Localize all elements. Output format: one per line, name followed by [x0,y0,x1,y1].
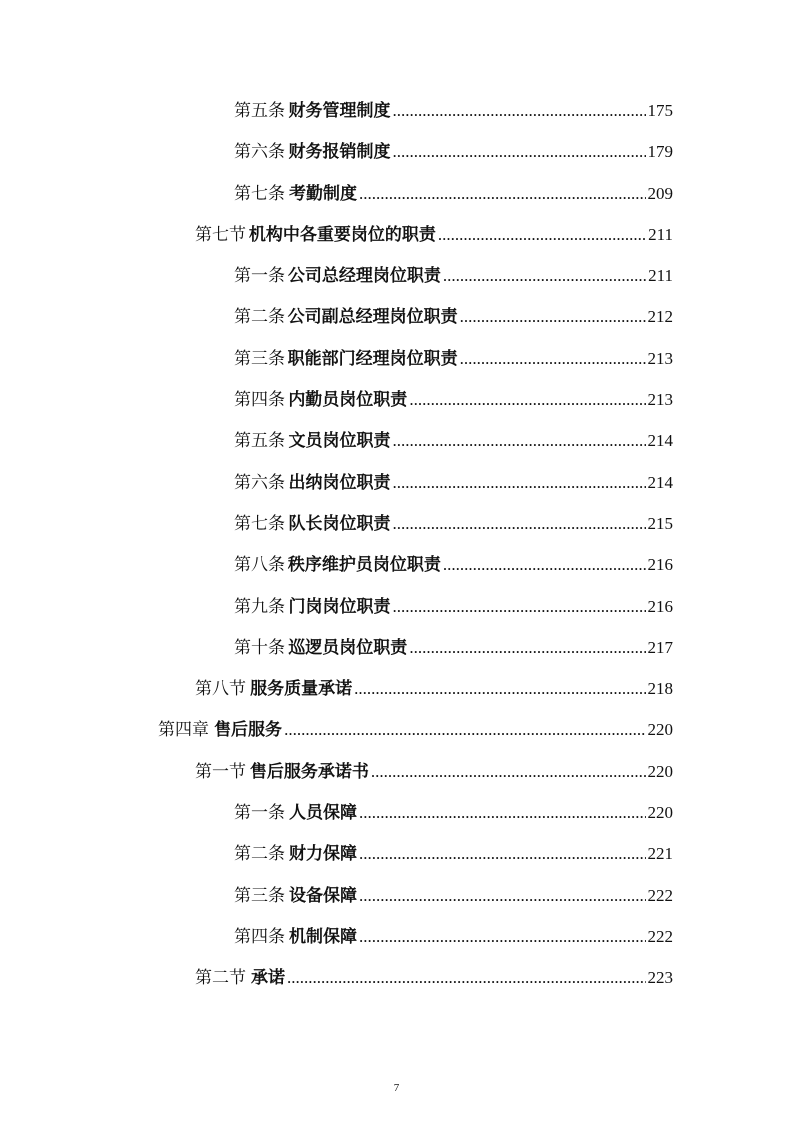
page-number: 7 [393,1082,400,1094]
toc-entry-title: 公司总经理岗位职责 [287,266,441,287]
toc-entry[interactable] [0,90,793,131]
toc-entry-number: 第四条 [234,926,285,947]
toc-entry[interactable] [0,586,793,627]
toc-entry-number: 第三条 [234,885,285,906]
toc-entry[interactable] [0,462,793,503]
dot-leader [438,214,646,255]
toc-entry-page: 222 [647,885,673,905]
toc-entry-page: 209 [647,183,673,203]
dot-leader [393,586,646,627]
dot-leader [393,462,646,503]
toc-entry-title: 文员岗位职责 [288,431,391,452]
toc-entry-page: 213 [647,390,673,410]
toc-entry-number: 第九条 [234,596,285,617]
toc-entry-title: 秩序维护员岗位职责 [287,555,441,576]
toc-entry[interactable] [0,751,793,792]
dot-leader [443,544,646,585]
dot-leader [371,751,646,792]
toc-entry-number: 第二节 [195,968,246,989]
toc-entry[interactable] [0,379,793,420]
toc-entry-number: 第六条 [234,142,285,163]
toc-entry-page: 216 [647,555,673,575]
toc-entry-number: 第二条 [234,844,285,865]
toc-entry-title: 承诺 [251,968,286,989]
toc-entry[interactable] [0,668,793,709]
toc-entry-number: 第五条 [234,431,285,452]
toc-entry-number: 第六条 [234,472,285,493]
toc-entry-number: 第一条 [234,266,285,287]
toc-entry-title: 机制保障 [289,926,358,947]
toc-entry-page: 220 [647,720,673,740]
dot-leader [359,173,645,214]
toc-entry-title: 人员保障 [289,803,358,824]
dot-leader [460,338,646,379]
toc-entry[interactable] [0,173,793,214]
toc-entry-title: 职能部门经理岗位职责 [287,348,458,369]
toc-entry-number: 第七条 [234,513,285,534]
table-of-contents [0,90,793,999]
dot-leader [393,90,646,131]
toc-entry-title: 售后服务 [214,720,283,741]
dot-leader [443,255,646,296]
toc-entry-title: 公司副总经理岗位职责 [287,307,458,328]
toc-entry-number: 第四章 [158,720,209,741]
toc-entry-title: 内勤员岗位职责 [288,390,408,411]
dot-leader [409,379,645,420]
toc-entry-page: 223 [647,968,673,988]
toc-entry-page: 216 [647,596,673,616]
toc-entry[interactable] [0,957,793,998]
toc-entry-number: 第八条 [234,555,285,576]
toc-entry-title: 设备保障 [289,885,358,906]
toc-entry[interactable] [0,296,793,337]
toc-entry[interactable] [0,792,793,833]
toc-entry-title: 售后服务承诺书 [249,761,369,782]
toc-entry-number: 第七节 [195,224,246,245]
dot-leader [359,833,645,874]
dot-leader [359,916,645,957]
toc-entry-title: 队长岗位职责 [288,513,391,534]
toc-entry-number: 第十条 [234,637,285,658]
toc-entry-title: 财务报销制度 [288,142,391,163]
toc-entry[interactable] [0,709,793,750]
toc-entry[interactable] [0,214,793,255]
dot-leader [393,503,646,544]
toc-entry-number: 第八节 [195,679,246,700]
toc-entry[interactable] [0,833,793,874]
toc-entry-title: 考勤制度 [289,183,358,204]
dot-leader [284,709,645,750]
toc-entry-page: 212 [647,307,673,327]
toc-entry[interactable] [0,627,793,668]
toc-entry-title: 巡逻员岗位职责 [288,637,408,658]
toc-entry-page: 220 [647,761,673,781]
toc-entry-page: 213 [647,348,673,368]
dot-leader [409,627,645,668]
toc-entry-page: 222 [647,926,673,946]
toc-entry-number: 第三条 [234,348,285,369]
toc-entry-number: 第七条 [234,183,285,204]
dot-leader [460,296,646,337]
toc-entry-page: 214 [647,431,673,451]
toc-entry-page: 211 [648,224,673,244]
toc-entry-page: 220 [647,803,673,823]
toc-entry-page: 217 [647,637,673,657]
toc-entry[interactable] [0,544,793,585]
toc-entry-title: 机构中各重要岗位的职责 [248,224,436,245]
toc-entry-page: 221 [647,844,673,864]
toc-entry-page: 179 [647,142,673,162]
toc-entry-page: 214 [647,472,673,492]
toc-entry-number: 第二条 [234,307,285,328]
toc-entry-title: 财力保障 [289,844,358,865]
toc-entry[interactable] [0,503,793,544]
toc-entry[interactable] [0,255,793,296]
toc-entry-page: 211 [648,266,673,286]
toc-entry-number: 第五条 [234,101,285,121]
toc-entry[interactable] [0,131,793,172]
toc-entry-number: 第一节 [195,761,246,782]
dot-leader [393,131,646,172]
dot-leader [354,668,645,709]
dot-leader [359,875,645,916]
toc-entry-page: 175 [647,101,673,120]
toc-entry-page: 215 [647,513,673,533]
toc-entry-number: 第一条 [234,803,285,824]
toc-entry-title: 财务管理制度 [288,101,391,121]
toc-entry[interactable] [0,875,793,916]
dot-leader [393,420,646,461]
toc-entry-number: 第四条 [234,390,285,411]
toc-entry[interactable] [0,338,793,379]
dot-leader [287,957,645,998]
dot-leader [359,792,645,833]
toc-entry-title: 出纳岗位职责 [288,472,391,493]
toc-entry-title: 服务质量承诺 [250,679,353,700]
toc-entry-title: 门岗岗位职责 [288,596,391,617]
toc-entry-page: 218 [647,679,673,699]
toc-entry[interactable] [0,420,793,461]
toc-entry[interactable] [0,916,793,957]
